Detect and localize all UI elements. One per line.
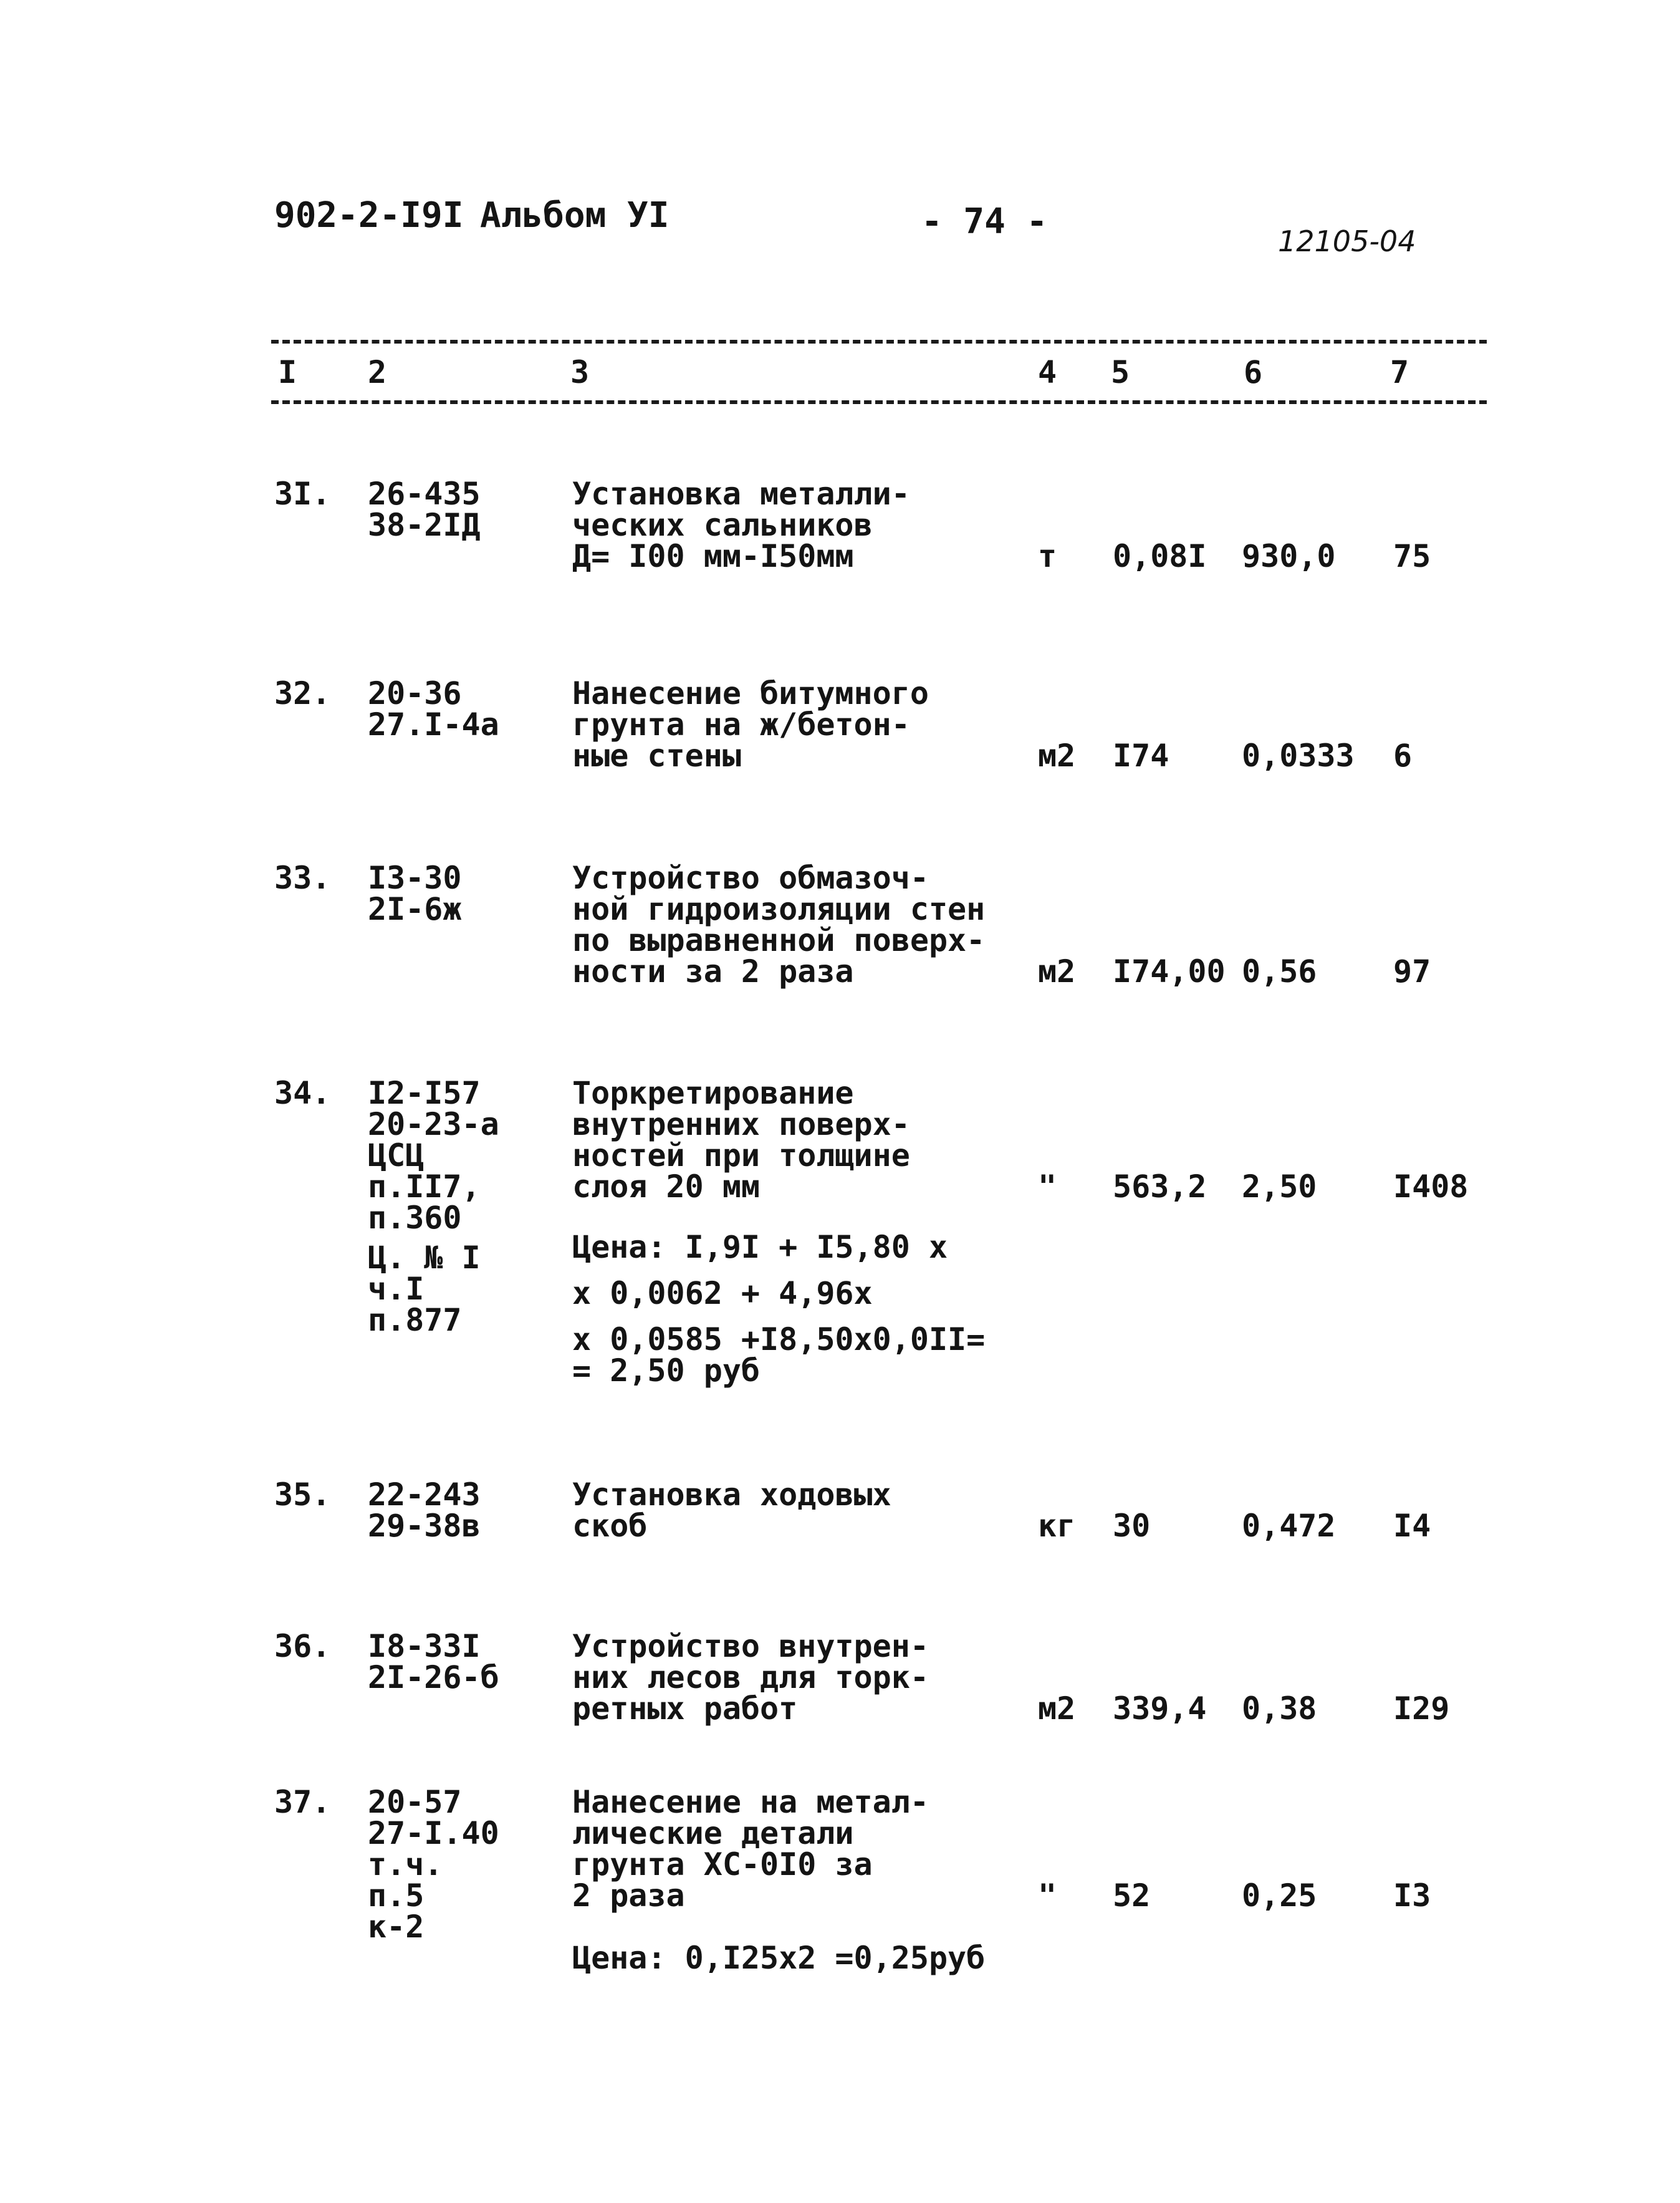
- row-unit-price: 2,50: [1242, 1169, 1317, 1205]
- column-header-3: 3: [570, 354, 590, 390]
- description-line: Д= I00 мм-I50мм: [572, 538, 854, 574]
- code-line: п.5: [368, 1878, 425, 1914]
- column-header-2: 2: [368, 354, 387, 390]
- row-number: 3I.: [274, 476, 331, 512]
- row-number: 37.: [274, 1784, 331, 1820]
- calculation-line: Цена: I,9I + I5,80 х: [572, 1229, 948, 1265]
- code-line: 29-38в: [368, 1508, 481, 1544]
- code-line: ч.I: [368, 1271, 425, 1307]
- row-quantity: 0,08I: [1113, 538, 1207, 574]
- row-codes: [368, 1784, 499, 1945]
- row-unit: кг: [1038, 1508, 1076, 1544]
- row-number: 35.: [274, 1477, 331, 1513]
- row-number: 33.: [274, 860, 331, 896]
- description-line: ности за 2 раза: [572, 953, 854, 990]
- row-total: I29: [1393, 1690, 1450, 1727]
- row-quantity: 30: [1113, 1508, 1151, 1544]
- description-line: ретных работ: [572, 1690, 798, 1727]
- code-line: I8-33I: [368, 1628, 481, 1664]
- description-line: скоб: [572, 1508, 648, 1544]
- code-line: Ц. № I: [368, 1240, 481, 1276]
- description-line: по выравненной поверх-: [572, 922, 986, 958]
- code-line: ЦСЦ: [368, 1137, 425, 1174]
- price-calculation: Цена: 0,I25х2 =0,25руб: [572, 1940, 986, 1976]
- code-line: п.877: [368, 1302, 462, 1338]
- code-line: 27-I.40: [368, 1815, 499, 1851]
- code-line: I2-I57: [368, 1075, 481, 1111]
- description-line: Установка ходовых: [572, 1477, 891, 1513]
- description-line: ной гидроизоляции стен: [572, 891, 986, 927]
- description-line: лические детали: [572, 1815, 854, 1851]
- row-unit-price: 0,38: [1242, 1690, 1317, 1727]
- description-line: ностей при толщине: [572, 1137, 910, 1174]
- code-line: 2I-6ж: [368, 891, 462, 927]
- row-unit: м2: [1038, 953, 1076, 990]
- description-line: Нанесение на метал-: [572, 1784, 929, 1820]
- row-codes: [368, 862, 462, 925]
- row-total: 75: [1393, 538, 1431, 574]
- row-codes: [368, 478, 481, 541]
- description-line: них лесов для торк-: [572, 1659, 929, 1695]
- row-codes: [368, 1628, 499, 1695]
- row-quantity: 52: [1113, 1878, 1151, 1914]
- description-line: ные стены: [572, 738, 741, 774]
- description-line: слоя 20 мм: [572, 1169, 761, 1205]
- description-line: внутренних поверх-: [572, 1106, 910, 1142]
- row-unit-price: 0,56: [1242, 953, 1317, 990]
- code-line: 2I-26-б: [368, 1659, 499, 1695]
- handwritten-id: 12105-04: [1278, 224, 1416, 258]
- calculation-line: х 0,0585 +I8,50х0,0II=: [572, 1321, 986, 1357]
- row-quantity: I74,00: [1113, 953, 1226, 990]
- row-unit: ": [1038, 1169, 1057, 1205]
- description-line: 2 раза: [572, 1878, 685, 1914]
- row-number: 32.: [274, 675, 331, 711]
- code-line: 20-36: [368, 675, 462, 711]
- calculation-line: = 2,50 руб: [572, 1352, 761, 1389]
- column-header-1: I: [278, 354, 297, 390]
- description-line: Устройство обмазоч-: [572, 860, 929, 896]
- row-total: I408: [1393, 1169, 1469, 1205]
- row-codes: [368, 1477, 481, 1544]
- code-line: т.ч.: [368, 1846, 443, 1882]
- code-line: 26-435: [368, 476, 481, 512]
- header-rule-top: [271, 340, 1487, 344]
- code-line: п.II7,: [368, 1169, 481, 1205]
- code-line: 38-2IД: [368, 507, 481, 543]
- description-line: грунта на ж/бетон-: [572, 706, 910, 743]
- code-line: 27.I-4а: [368, 706, 499, 743]
- code-line: 20-57: [368, 1784, 462, 1820]
- row-unit-price: 0,25: [1242, 1878, 1317, 1914]
- row-description: [572, 860, 986, 990]
- price-calculation: [572, 1229, 986, 1389]
- album-label: Альбом УI: [480, 195, 670, 236]
- row-unit: м2: [1038, 738, 1076, 774]
- row-total: I4: [1393, 1508, 1431, 1544]
- column-header-7: 7: [1390, 354, 1409, 390]
- row-total: 97: [1393, 953, 1431, 990]
- calculation-line: х 0,0062 + 4,96х: [572, 1275, 873, 1311]
- code-line: 22-243: [368, 1477, 481, 1513]
- row-unit-price: 930,0: [1242, 538, 1336, 574]
- document-code: 902-2-I9I: [274, 195, 464, 236]
- description-line: Торкретирование: [572, 1075, 854, 1111]
- row-quantity: I74: [1113, 738, 1169, 774]
- row-total: 6: [1393, 738, 1413, 774]
- code-line: к-2: [368, 1909, 425, 1945]
- row-quantity: 563,2: [1113, 1169, 1207, 1205]
- page-number: - 74 -: [921, 201, 1048, 242]
- description-line: грунта ХС-0I0 за: [572, 1846, 873, 1882]
- column-header-4: 4: [1038, 354, 1057, 390]
- description-line: Устройство внутрен-: [572, 1628, 929, 1664]
- description-line: ческих сальников: [572, 507, 873, 543]
- row-number: 36.: [274, 1628, 331, 1664]
- row-description: [572, 675, 929, 774]
- description-line: Установка металли-: [572, 476, 910, 512]
- row-unit: ": [1038, 1878, 1057, 1914]
- row-unit: т: [1038, 538, 1057, 574]
- code-line: п.360: [368, 1200, 462, 1236]
- column-header-5: 5: [1111, 354, 1130, 390]
- code-line: 20-23-а: [368, 1106, 499, 1142]
- row-unit-price: 0,472: [1242, 1508, 1336, 1544]
- row-description: [572, 1075, 910, 1205]
- description-line: Нанесение битумного: [572, 675, 929, 711]
- header-rule-bottom: [271, 400, 1487, 404]
- row-total: I3: [1393, 1878, 1431, 1914]
- row-codes: [368, 675, 499, 743]
- row-description: [572, 1784, 929, 1914]
- code-line: I3-30: [368, 860, 462, 896]
- row-quantity: 339,4: [1113, 1690, 1207, 1727]
- column-header-6: 6: [1244, 354, 1263, 390]
- row-unit: м2: [1038, 1690, 1076, 1727]
- row-number: 34.: [274, 1075, 331, 1111]
- row-unit-price: 0,0333: [1242, 738, 1355, 774]
- row-description: [572, 1477, 891, 1544]
- row-description: [572, 1628, 929, 1727]
- row-description: [572, 478, 910, 572]
- row-codes: [368, 1077, 499, 1336]
